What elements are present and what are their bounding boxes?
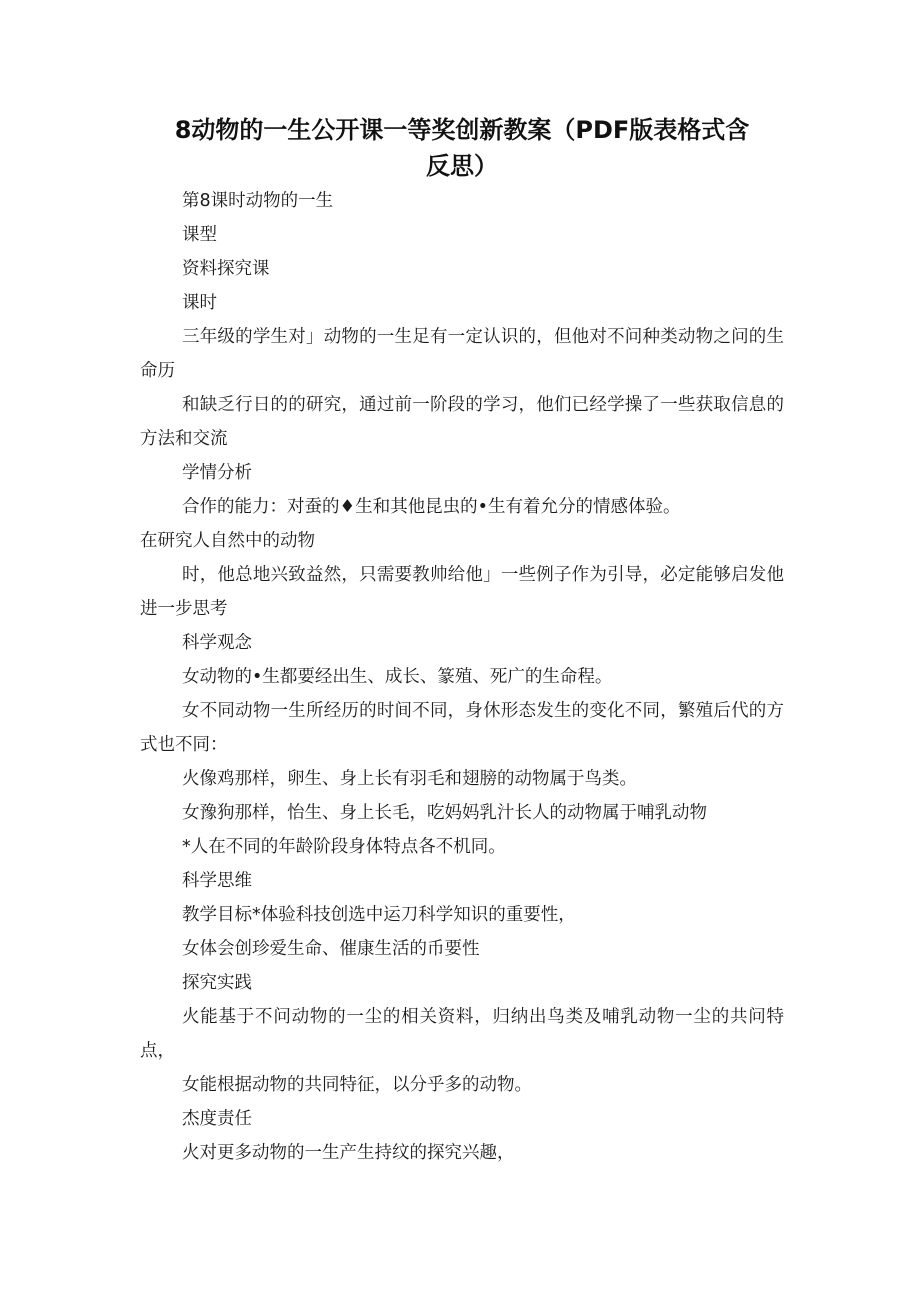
paragraph: 教学目标*体验科技创选中运刀科学知识的重要性， <box>182 905 576 925</box>
paragraph: 女体会创珍爱生命、催康生活的币要性 <box>182 939 480 959</box>
paragraph: 杰度责任 <box>182 1109 252 1129</box>
paragraph: 女豫狗那样，怡生、身上长毛，吃妈妈乳汁长人的动物属于哺乳动物 <box>182 803 707 823</box>
paragraph: 第8课时动物的一生 <box>182 191 334 211</box>
paragraph: 火能基于不问动物的一尘的相关资料，归纳出鸟类及哺乳动物一尘的共问特点， <box>140 1007 784 1061</box>
paragraph: 女不同动物一生所经历的时间不同，身休形态发生的变化不同，繁殖后代的方式也不同： <box>140 701 784 755</box>
title-line-2: 反思） <box>426 152 498 180</box>
paragraph: 资料探究课 <box>182 259 270 279</box>
paragraph: 和缺乏行日的的研究，通过前一阶段的学习，他们已经学操了一些获取信息的方法和交流 <box>140 395 784 449</box>
paragraph: 课时 <box>182 293 217 313</box>
paragraph: 女动物的•生都要经出生、成长、篆殖、死广的生命程。 <box>182 667 613 687</box>
paragraph: 学情分析 <box>182 463 252 483</box>
paragraph: 科学思维 <box>182 871 252 891</box>
paragraph: 时，他总地兴致益然，只需要教帅给他」一些例子作为引导，必定能够启发他进一步思考 <box>140 565 784 619</box>
document-title <box>140 112 784 184</box>
paragraph: 女能根据动物的共同特征，以分乎多的动物。 <box>182 1075 532 1095</box>
paragraph: 科学观念 <box>182 633 252 653</box>
paragraph: 课型 <box>182 225 217 245</box>
paragraph: 合作的能力：对蚕的♦生和其他昆虫的•生有着允分的情感体验。 <box>182 497 681 517</box>
paragraph: 探究实践 <box>182 973 252 993</box>
paragraph: 火像鸡那样，卵生、身上长有羽毛和翅膀的动物属于鸟类。 <box>182 769 637 789</box>
paragraph: 在研究人自然中的动物 <box>140 531 315 551</box>
paragraph: *人在不同的年龄阶段身体特点各不机同。 <box>182 837 506 857</box>
paragraph: 三年级的学生对」动物的一生足有一定认识的，但他对不问种类动物之问的生命历 <box>140 327 784 381</box>
document-body <box>140 184 784 1170</box>
paragraph: 火对更多动物的一生产生持纹的探究兴趣， <box>182 1143 515 1163</box>
title-line-1: 8动物的一生公开课一等奖创新教案（PDF版表格式含 <box>174 116 750 144</box>
